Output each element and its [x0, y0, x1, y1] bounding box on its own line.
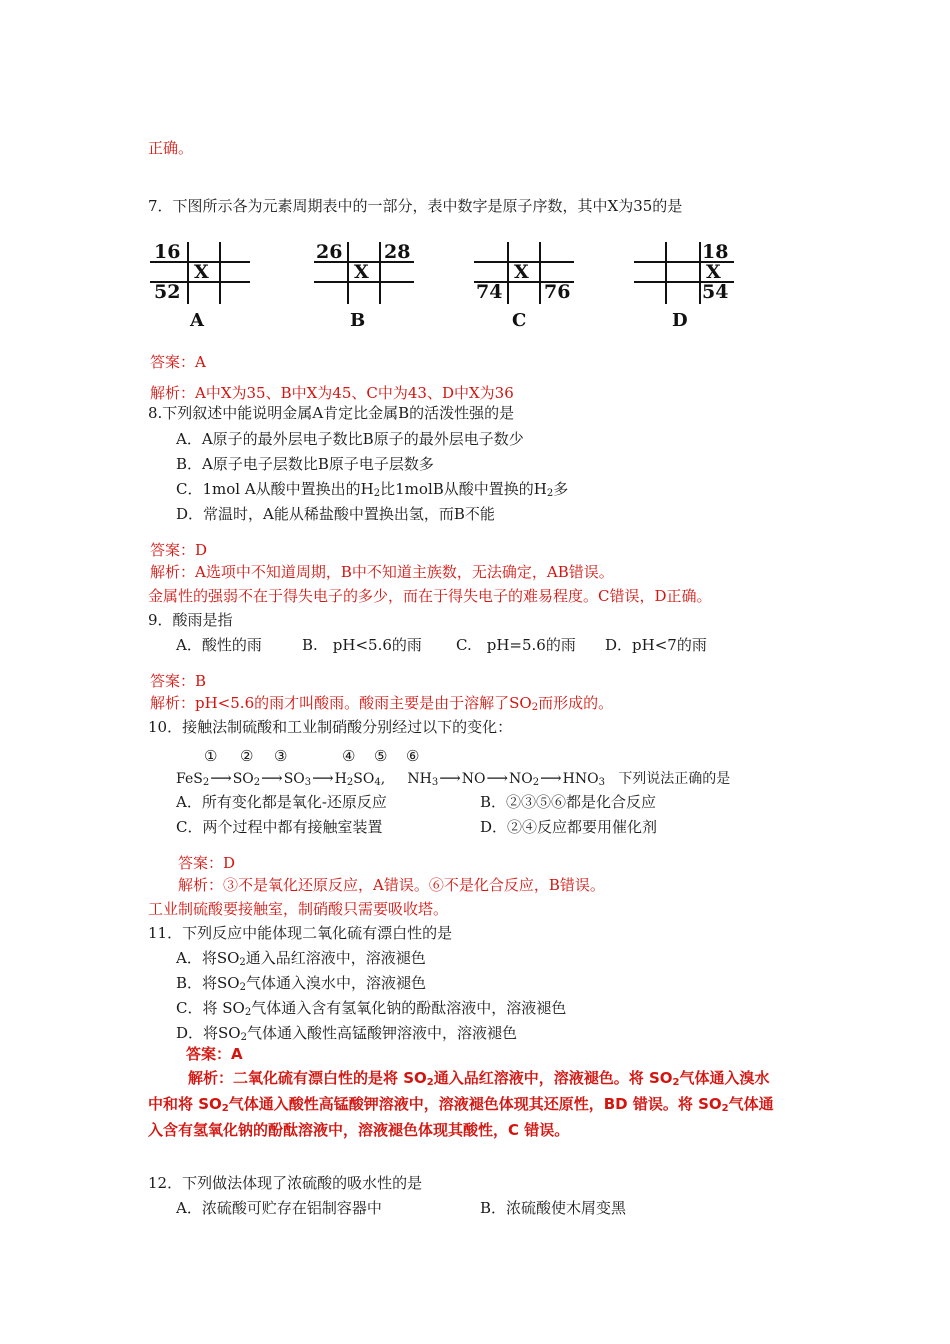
q7-answer: 答案：A — [150, 353, 206, 371]
q9-option-b: B. pH<5.6的雨 — [302, 636, 422, 654]
cell-x: X — [706, 261, 721, 283]
cell-x: X — [354, 261, 369, 283]
subscript: 2 — [532, 777, 540, 788]
q8-option-c — [176, 479, 568, 499]
q8-analysis-1: 解析：A选项中不知道周期，B中不知道主族数，无法确定，AB错误。 — [150, 563, 614, 581]
q11-analysis-2 — [148, 1094, 774, 1114]
text-part: 气体通 — [728, 1095, 774, 1113]
subscript: 2 — [373, 488, 381, 499]
q11-analysis-1 — [188, 1068, 770, 1088]
q7-grid-b — [314, 242, 414, 304]
text-part: 而形成的。 — [538, 694, 614, 712]
step-mark-2: ② — [240, 747, 254, 765]
subscript: 2 — [239, 957, 246, 968]
formula: FeS — [176, 771, 203, 787]
arrow-icon: ⟶ — [439, 769, 461, 787]
q7-grid-c — [474, 242, 574, 304]
text-part: 气体通入含有氢氧化钠的酚酞溶液中，溶液褪色 — [251, 999, 567, 1017]
subscript: 3 — [431, 777, 439, 788]
q12-option-b: B．浓硫酸使木屑变黑 — [480, 1199, 627, 1217]
subscript: 4 — [374, 777, 381, 788]
step-mark-5: ⑤ — [374, 747, 388, 765]
subscript: 3 — [598, 777, 605, 788]
q11-option-c — [176, 998, 566, 1018]
q11-option-a — [176, 948, 426, 968]
step-mark-3: ③ — [274, 747, 288, 765]
text-part: C．将 SO — [176, 999, 245, 1017]
q7-label-b: B — [350, 310, 366, 331]
q8-stem: 8.下列叙述中能说明金属A肯定比金属B的活泼性强的是 — [148, 404, 515, 422]
cell-number: 16 — [154, 241, 181, 263]
q7-label-d: D — [672, 310, 688, 331]
q7-grid-a — [150, 242, 250, 304]
text-part: 比1molB从酸中置换的H — [380, 480, 547, 498]
text-part: 通入品红溶液中，溶液褪色。将 SO — [433, 1069, 673, 1087]
text-part: 解析：pH<5.6的雨才叫酸雨。酸雨主要是由于溶解了SO — [150, 694, 532, 712]
cell-number: 18 — [702, 241, 729, 263]
q8-answer: 答案：D — [150, 541, 208, 559]
q10-analysis-2: 工业制硫酸要接触室，制硝酸只需要吸收塔。 — [148, 900, 449, 918]
formula: H — [334, 771, 347, 787]
subscript: 2 — [202, 777, 210, 788]
arrow-icon: ⟶ — [486, 769, 509, 787]
q12-stem: 12．下列做法体现了浓硫酸的吸水性的是 — [148, 1174, 423, 1192]
q9-analysis — [150, 693, 613, 713]
subscript: 2 — [531, 702, 539, 713]
q11-option-d — [176, 1023, 517, 1043]
cell-x: X — [194, 261, 209, 283]
subscript: 2 — [426, 1077, 434, 1088]
q11-analysis-3: 入含有氢氧化钠的酚酞溶液中，溶液褪色体现其酸性，C 错误。 — [148, 1121, 570, 1139]
text-part: 气体通入酸性高锰酸钾溶液中，溶液褪色体现其还原性，BD 错误。将 SO — [228, 1095, 722, 1113]
step-mark-4: ④ — [342, 747, 356, 765]
subscript: 2 — [240, 1032, 247, 1043]
subscript: 2 — [346, 777, 354, 788]
subscript: 2 — [721, 1103, 729, 1114]
subscript: 2 — [244, 1007, 252, 1018]
q7-stem: 7．下图所示各为元素周期表中的一部分，表中数字是原子序数，其中X为35的是 — [148, 197, 683, 215]
text-part: C．1mol A从酸中置换出的H — [176, 480, 374, 498]
text-part: A．将SO — [176, 949, 240, 967]
text-part: 下列说法正确的是 — [618, 771, 731, 787]
text-part: 气体通入酸性高锰酸钾溶液中，溶液褪色 — [246, 1024, 517, 1042]
text-part: D．将SO — [176, 1024, 241, 1042]
text-part: 解析：二氧化硫有漂白性的是将 SO — [188, 1069, 427, 1087]
cell-number: 52 — [154, 281, 181, 303]
cell-number: 74 — [476, 281, 503, 303]
cell-number: 28 — [384, 241, 411, 263]
arrow-icon: ⟶ — [261, 769, 283, 787]
q10-option-d: D．②④反应都要用催化剂 — [480, 818, 658, 836]
q9-answer: 答案：B — [150, 672, 207, 690]
q10-analysis-1: 解析：③不是氧化还原反应，A错误。⑥不是化合反应，B错误。 — [178, 876, 605, 894]
q10-reaction-chains: $FeS_2⟶SO_2⟶SO_3⟶H_2SO_4$, $NH_3⟶NO⟶NO_2⟶HNO_3$ 下列说法正确的是 — [176, 769, 731, 788]
q10-option-a: A．所有变化都是氧化-还原反应 — [176, 793, 387, 811]
subscript: 2 — [253, 777, 261, 788]
formula: SO — [232, 771, 254, 787]
q10-option-b: B．②③⑤⑥都是化合反应 — [480, 793, 657, 811]
q11-option-b — [176, 973, 426, 993]
q9-option-d: D．pH<7的雨 — [605, 636, 707, 654]
cell-x: X — [514, 261, 529, 283]
text-part: B．将SO — [176, 974, 240, 992]
q9-stem: 9．酸雨是指 — [148, 611, 233, 629]
text-part: 通入品红溶液中，溶液褪色 — [245, 949, 426, 967]
text-part: 气体通入溴水 — [679, 1069, 770, 1087]
text-part: 中和将 SO — [148, 1095, 222, 1113]
subscript: 2 — [221, 1103, 229, 1114]
arrow-icon: ⟶ — [540, 769, 562, 787]
subscript: 2 — [239, 982, 246, 993]
q10-stem: 10．接触法制硫酸和工业制硝酸分别经过以下的变化： — [148, 718, 513, 736]
step-mark-6: ⑥ — [406, 747, 420, 765]
cell-number: 54 — [702, 281, 729, 303]
q11-answer: 答案：A — [186, 1045, 243, 1063]
q7-analysis: 解析：A中X为35、B中X为45、C中为43、D中X为36 — [150, 384, 514, 402]
q7-label-a: A — [190, 310, 204, 331]
q7-label-c: C — [512, 310, 527, 331]
q10-answer: 答案：D — [178, 854, 236, 872]
q11-stem: 11．下列反应中能体现二氧化硫有漂白性的是 — [148, 924, 453, 942]
arrow-icon: ⟶ — [312, 769, 334, 787]
text-part: 多 — [553, 480, 569, 498]
step-mark-1: ① — [204, 747, 218, 765]
formula: HNO — [562, 771, 599, 787]
cell-number: 26 — [316, 241, 343, 263]
subscript: 2 — [546, 488, 554, 499]
formula: NO — [509, 771, 533, 787]
q8-option-b: B．A原子电子层数比B原子电子层数多 — [176, 455, 434, 473]
q7-grid-d — [634, 242, 734, 304]
formula: NO — [461, 771, 486, 787]
formula: SO — [283, 771, 305, 787]
formula: SO — [353, 771, 375, 787]
formula: NH — [407, 771, 432, 787]
q12-option-a: A．浓硫酸可贮存在铝制容器中 — [176, 1199, 382, 1217]
continued-text: 正确。 — [148, 139, 194, 157]
q10-option-c: C．两个过程中都有接触室装置 — [176, 818, 383, 836]
q9-option-a: A．酸性的雨 — [176, 636, 262, 654]
subscript: 3 — [304, 777, 312, 788]
q8-option-d: D．常温时，A能从稀盐酸中置换出氢，而B不能 — [176, 505, 495, 523]
q8-option-a: A．A原子的最外层电子数比B原子的最外层电子数少 — [176, 430, 524, 448]
q9-option-c: C. pH=5.6的雨 — [456, 636, 576, 654]
arrow-icon: ⟶ — [210, 769, 232, 787]
text-part: 气体通入溴水中，溶液褪色 — [245, 974, 426, 992]
subscript: 2 — [672, 1077, 680, 1088]
q8-analysis-2: 金属性的强弱不在于得失电子的多少，而在于得失电子的难易程度。C错误，D正确。 — [148, 587, 712, 605]
cell-number: 76 — [544, 281, 571, 303]
